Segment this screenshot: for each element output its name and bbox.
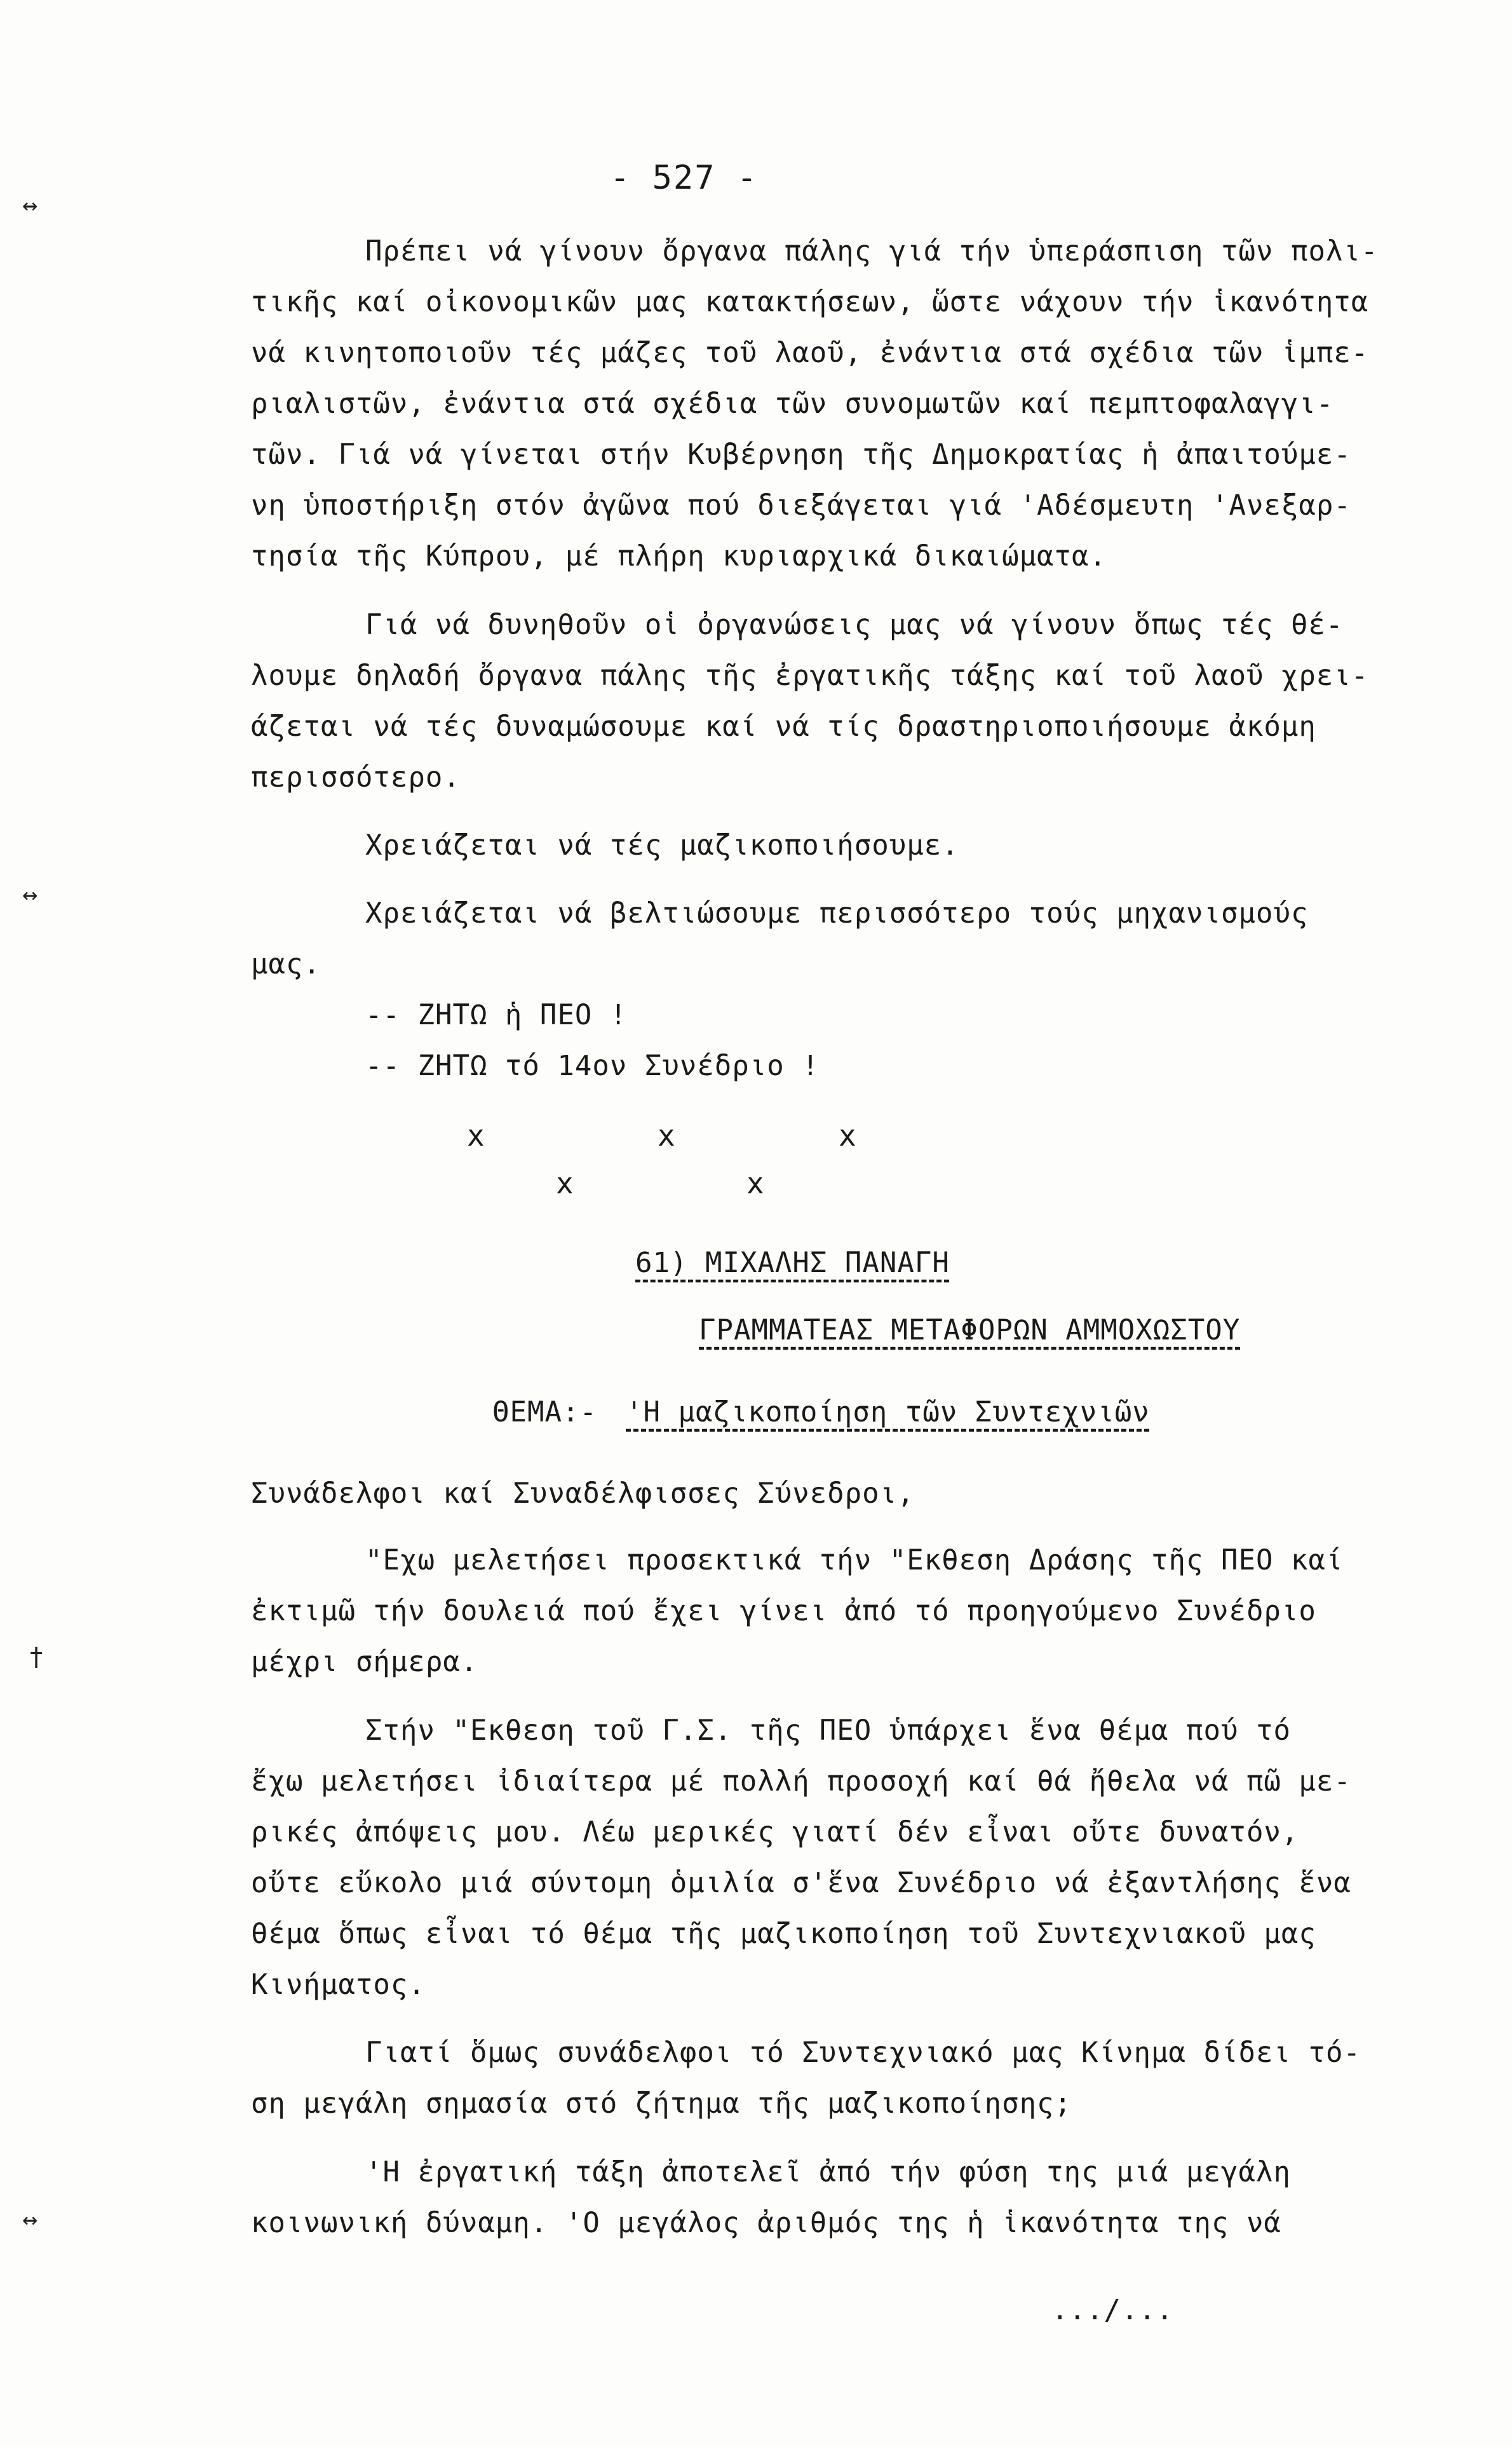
text-line: Χρειάζεται νά τές μαζικοποιήσουμε.	[365, 829, 959, 862]
speaker-name: 61) ΜΙΧΑΛΗΣ ΠΑΝΑΓΗ	[635, 1247, 950, 1279]
text-line: μας.	[251, 948, 321, 980]
margin-mark: ↔	[22, 2205, 38, 2234]
text-line: κοινωνική δύναμη. 'Ο μεγάλος ἀριθμός της ἡ ἱκανότητα της νά	[251, 2207, 1281, 2239]
text-line: τησία τῆς Κύπρου, μέ πλήρη κυριαρχικά δικαιώματα.	[251, 540, 1107, 573]
page-number: - 527 -	[610, 159, 759, 197]
text-line: λουμε δηλαδή ὄργανα πάλης τῆς ἐργατικῆς τάξης καί τοῦ λαοῦ χρει-	[251, 660, 1369, 692]
text-line: ση μεγάλη σημασία στό ζήτημα τῆς μαζικοποίησης;	[251, 2087, 1072, 2120]
text-line: περισσότερο.	[251, 761, 461, 794]
text-line: άζεται νά τές δυναμώσουμε καί νά τίς δραστηριοποιήσουμε ἀκόμη	[251, 710, 1316, 743]
text-line: 'Η ἐργατική τάξη ἀποτελεῖ ἀπό τήν φύση της μιά μεγάλη	[365, 2156, 1291, 2188]
text-line: ριαλιστῶν, ἐνάντια στά σχέδια τῶν συνομωτῶν καί πεμπτοφαλαγγι-	[251, 388, 1334, 420]
theme-title: 'Η μαζικοποίηση τῶν Συντεχνιῶν	[626, 1396, 1150, 1428]
text-line: Γιατί ὅμως συνάδελφοι τό Συντεχνιακό μας Κίνημα δίδει τό-	[365, 2037, 1361, 2069]
text-line: τικῆς καί οἰκονομικῶν μας κατακτήσεων, ὥστε νάχουν τήν ἱκανότητα	[251, 286, 1369, 318]
text-line: Στήν "Εκθεση τοῦ Γ.Σ. τῆς ΠΕΟ ὑπάρχει ἕνα θέμα πού τό	[365, 1714, 1291, 1747]
text-line: νη ὑποστήριξη στόν ἀγῶνα πού διεξάγεται γιά 'Αδέσμευτη 'Ανεξαρ-	[251, 489, 1351, 522]
text-line: Γιά νά δυνηθοῦν οἱ ὀργανώσεις μας νά γίνουν ὅπως τές θέ-	[365, 609, 1344, 641]
margin-mark: ↔	[22, 191, 38, 220]
text-line: Πρέπει νά γίνουν ὄργανα πάλης γιά τήν ὑπεράσπιση τῶν πολι-	[365, 235, 1379, 268]
text-line: τῶν. Γιά νά γίνεται στήν Κυβέρνηση τῆς Δημοκρατίας ἡ ἀπαιτούμε-	[251, 438, 1351, 471]
separator-x: x	[746, 1166, 764, 1200]
text-line: ρικές ἀπόψεις μου. Λέω μερικές γιατί δέν εἶναι οὔτε δυνατόν,	[251, 1816, 1299, 1848]
speaker-title: ΓΡΑΜΜΑΤΕΑΣ ΜΕΤΑΦΟΡΩΝ ΑΜΜΟΧΩΣΤΟΥ	[699, 1314, 1241, 1346]
slogan: -- ΖΗΤΩ ἡ ΠΕΟ !	[365, 999, 628, 1031]
slogan: -- ΖΗΤΩ τό 14ον Συνέδριο !	[365, 1050, 820, 1082]
margin-mark: †	[29, 1643, 44, 1672]
text-line: οὔτε εὔκολο μιά σύντομη ὁμιλία σ'ἕνα Συνέδριο νά ἐξαντλήσης ἕνα	[251, 1867, 1351, 1899]
theme-label: ΘΕΜΑ:-	[492, 1396, 597, 1428]
separator-x: x	[658, 1118, 675, 1153]
text-line: Κινήματος.	[251, 1969, 426, 2001]
text-line: ἐκτιμῶ τήν δουλειά πού ἔχει γίνει ἀπό τό προηγούμενο Συνέδριο	[251, 1595, 1316, 1627]
greeting: Συνάδελφοι καί Συναδέλφισσες Σύνεδροι,	[251, 1477, 915, 1510]
separator-x: x	[467, 1118, 485, 1153]
separator-x: x	[556, 1166, 574, 1200]
text-line: ἔχω μελετήσει ἰδιαίτερα μέ πολλή προσοχή καί θά ἤθελα νά πῶ με-	[251, 1765, 1351, 1798]
text-line: μέχρι σήμερα.	[251, 1646, 478, 1678]
continuation-marker: .../...	[1051, 2294, 1174, 2326]
text-line: "Εχω μελετήσει προσεκτικά τήν "Εκθεση Δράσης τῆς ΠΕΟ καί	[365, 1544, 1344, 1576]
text-line: θέμα ὅπως εἶναι τό θέμα τῆς μαζικοποίηση τοῦ Συντεχνιακοῦ μας	[251, 1918, 1316, 1950]
separator-x: x	[839, 1118, 856, 1153]
text-line: Χρειάζεται νά βελτιώσουμε περισσότερο τούς μηχανισμούς	[365, 897, 1309, 930]
text-line: νά κινητοποιοῦν τές μάζες τοῦ λαοῦ, ἐνάντια στά σχέδια τῶν ἱμπε-	[251, 337, 1369, 369]
margin-mark: ↔	[22, 880, 38, 909]
